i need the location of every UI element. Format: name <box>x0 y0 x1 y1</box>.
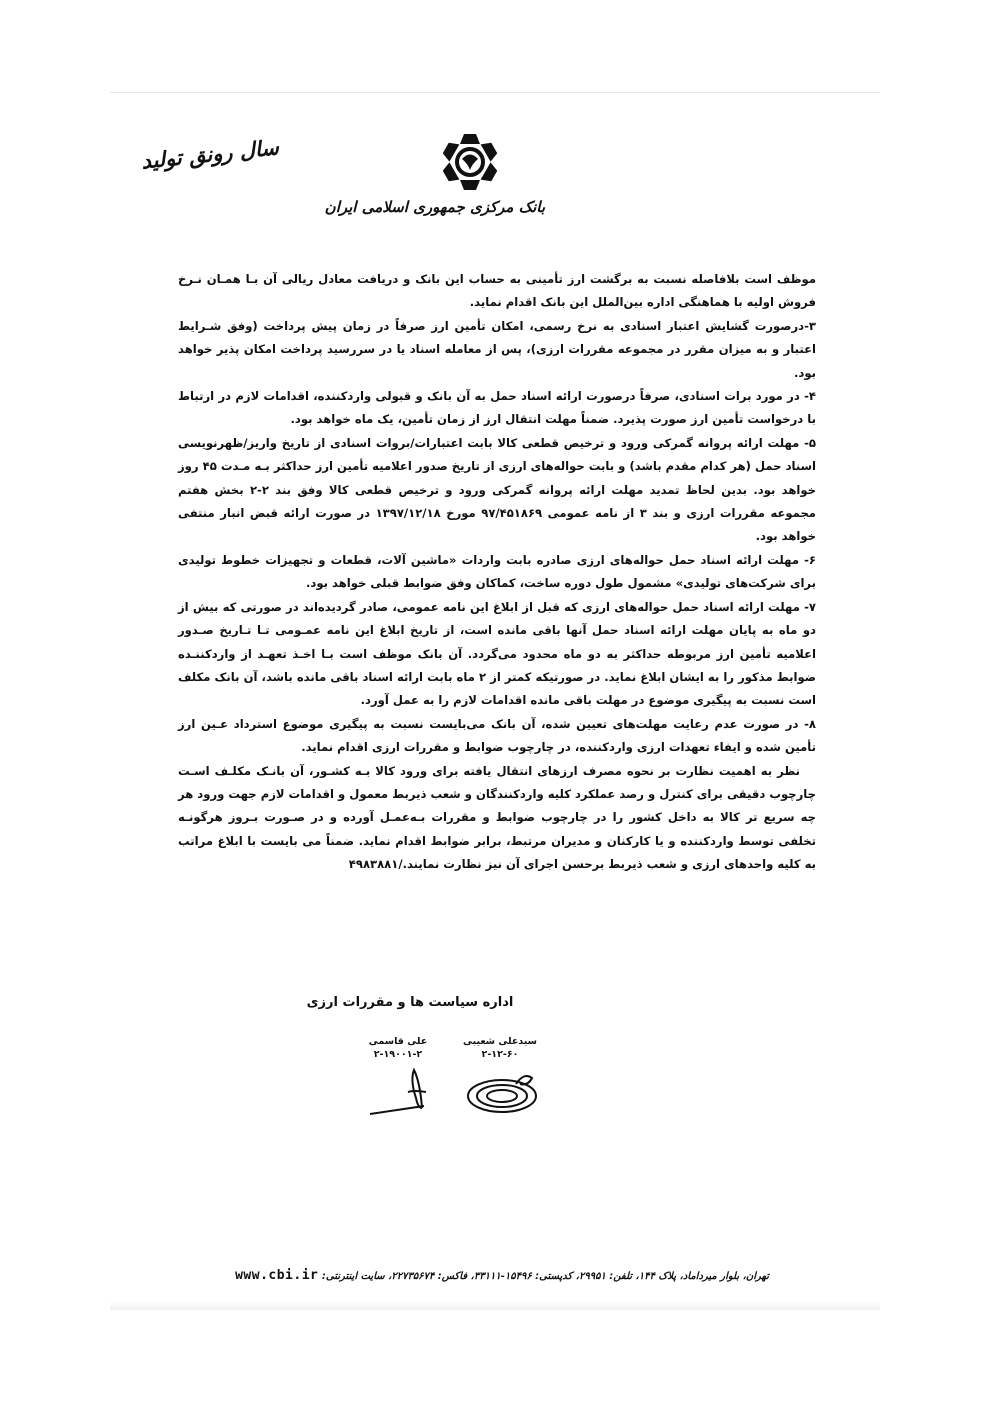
cbi-logo-icon <box>440 132 500 192</box>
paragraph-closing: نظر به اهمیت نظارت بر نحوه مصرف ارزهای انتقال یافته برای ورود کالا بـه کشـور، آن بانـک مکلـف اسـت چارچوب دقیقی برای کنترل و رصد عملکرد کلیه واردکنندگان و شعب ذیربط معمول و اقدامات لازم جهت ورود هر چه سریع تر کالا به داخل کشور را در چارچوب ضوابط و مقررات بـه‌عمـل آورده و در صـورت بـروز هرگونـه تخلفی توسط واردکننده و یا کارکنان و مدیران مرتبط، برابر ضوابط اقدام نماید. ضمناً می بایست با ابلاغ مراتب به کلیه واحدهای ارزی و شعب ذیربط برحسن اجرای آن نیز نظارت نمایند./۴۹۸۳۸۸۱ <box>178 763 816 872</box>
signer-2-code: ۲-۱۹۰۰۱-۲ <box>373 1049 423 1060</box>
letter-body <box>178 268 816 877</box>
signature-scribble-icon <box>458 1068 548 1118</box>
paragraph-item-8: ۸- در صورت عدم رعایت مهلت‌های تعیین شده، آن بانک می‌بایست نسبت به پیگیری موضوع استرداد عـین ارز تأمین شده و ایفاء تعهدات ارزی واردکننده، در چارچوب ضوابط و مقررات ارزی اقدام نماید. <box>178 716 816 755</box>
paragraph-item-3: ۳-درصورت گشایش اعتبار اسنادی به نرخ رسمی، امکان تأمین ارز صرفاً در زمان پیش پرداخت (وفق شـرایط اعتبار و به میزان مقرر در مجموعه مقررات ارزی)، پس از معامله اسناد یا در سررسید پرداخت امکان پذیر خواهد بود. <box>178 318 816 380</box>
signer-2-name: علی قاسمی <box>368 1036 428 1047</box>
footer-contact <box>232 1268 772 1283</box>
paragraph-item-4: ۴- در مورد برات اسنادی، صرفاً درصورت ارائه اسناد حمل به آن بانک و قبولی واردکننده، اقدامات لازم در ارتباط با درخواست تأمین ارز صورت پذیرد. ضمناً مهلت انتقال ارز از زمان تأمین، یک ماه خواهد بود. <box>178 389 816 427</box>
paragraph-item-7: ۷- مهلت ارائه اسناد حمل حواله‌های ارزی که قبل از ابلاغ این نامه عمومی، صادر گردیده‌اند در صورتی که بیش از دو ماه به پایان مهلت ارائه اسناد حمل آنها باقی مانده است، از تاریخ ابلاغ این نامه عمـومی تـا تـاریخ صـدور اعلامیه تأمین ارز مربوطه حداکثر به دو ماه محدود می‌گردد. آن بانک موظف است بـا اخـذ تعهـد از واردکننـده ضوابط مذکور را به ایشان ابلاغ نماید. در صورتیکه کمتر از ۲ ماه بابت ارائه اسناد باقی مانده باشد، آن بانک مکلف است نسبت به پیگیری موضوع در مهلت باقی مانده اقدامات لازم را به عمل آورد. <box>178 599 816 708</box>
bank-name: بانک مرکزی جمهوری اسلامی ایران <box>324 198 545 216</box>
handwritten-signature-icon <box>350 1062 440 1122</box>
signer-1 <box>460 1035 540 1061</box>
department-name: اداره سیاست ها و مقررات ارزی <box>306 995 514 1010</box>
footer-website-link[interactable]: www.cbi.ir <box>235 1268 319 1283</box>
signer-1-name: سیدعلی شعیبی <box>462 1036 538 1047</box>
footer-address: تهران، بلوار میرداماد، پلاک ۱۴۴، تلفن: ۲۹۹۵۱، کدپستی: ۱۵۴۹۶-۳۳۱۱۱، فاکس: ۲۲۷۳۵۶۷۴، سایت اینترنتی: <box>321 1271 769 1282</box>
signer-1-code: ۲-۱۲-۶۰ <box>481 1049 519 1060</box>
page-bottom-edge <box>110 1300 880 1310</box>
paragraph-item-5: ۵- مهلت ارائه پروانه گمرکی ورود و ترخیص قطعی کالا بابت اعتبارات/بروات اسنادی از تاریخ واریز/ظهرنویسی اسناد حمل (هر کدام مقدم باشد) و بابت حواله‌های ارزی از تاریخ صدور اعلامیه تأمین ارز حداکثر بـه مـدت ۴۵ روز خواهد بود. بدین لحاظ تمدید مهلت ارائه پروانه گمرکی ورود و ترخیص قطعی کالا وفق بند ۲-۲ بخش هفتم مجموعه مقررات ارزی و بند ۳ از نامه عمومی ۹۷/۴۵۱۸۶۹ مورخ ۱۳۹۷/۱۲/۱۸ در صورت ارائه قبض انبار منتفی خواهد بود. <box>178 435 816 544</box>
signer-2 <box>358 1035 438 1061</box>
paragraph-item-6: ۶- مهلت ارائه اسناد حمل حواله‌های ارزی صادره بابت واردات «ماشین آلات، قطعات و تجهیزات خطوط تولیدی برای شرکت‌های تولیدی» مشمول طول دوره ساخت، کماکان وفق ضوابط قبلی خواهد بود. <box>178 552 816 591</box>
year-slogan: سال رونق تولید <box>140 135 280 174</box>
paragraph-intro: موظف است بلافاصله نسبت به برگشت ارز تأمینی به حساب این بانک و دریافت معادل ریالی آن بـا همـان نـرخ فروش اولیه با هماهنگی اداره بین‌الملل این بانک اقدام نماید. <box>178 272 816 310</box>
